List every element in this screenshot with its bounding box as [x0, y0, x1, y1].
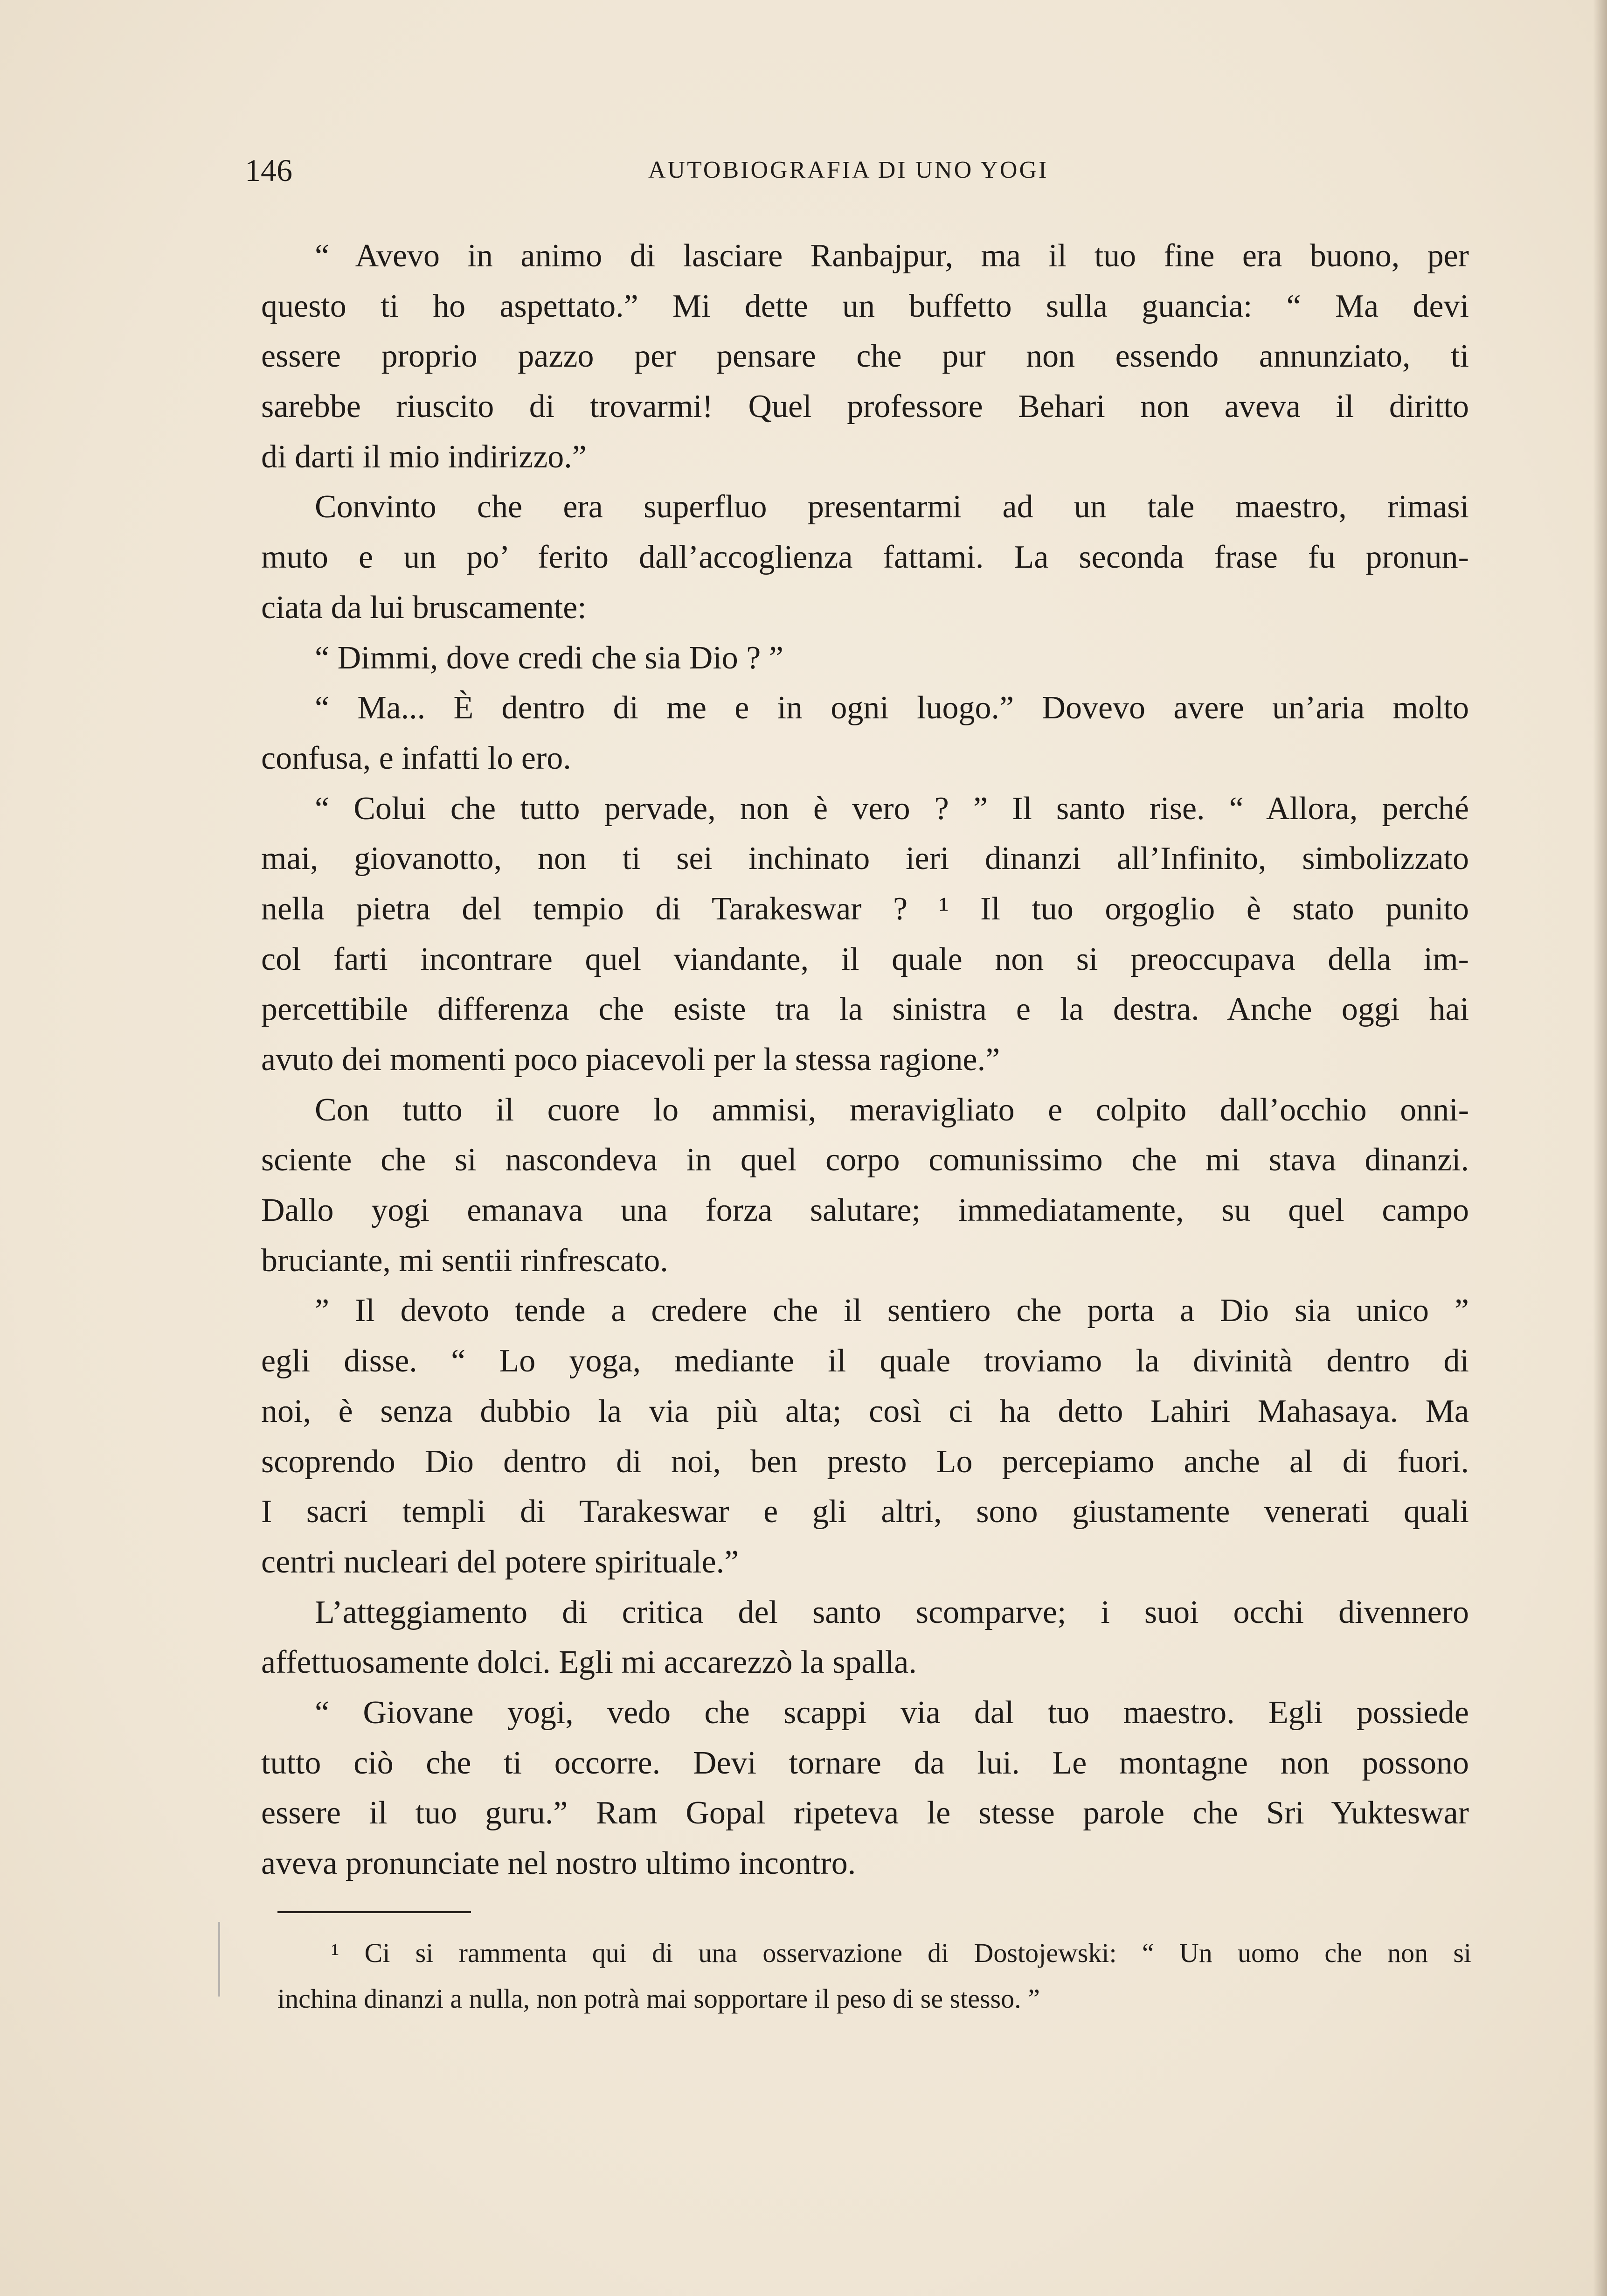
text-line: “ Colui che tutto pervade, non è vero ? ” Il santo rise. “ Allora, perché [315, 790, 1469, 827]
text-line: avuto dei momenti poco piacevoli per la stessa ragione.” [261, 1042, 1000, 1078]
page-number: 146 [245, 153, 292, 188]
text-line: “ Avevo in animo di lasciare Ranbajpur, ma il tuo fine era buono, per [315, 238, 1469, 274]
text-line: egli disse. “ Lo yoga, mediante il quale troviamo la divinità dentro di [261, 1343, 1469, 1379]
page-edge-shadow [1593, 0, 1607, 2296]
text-line: Con tutto il cuore lo ammisi, meravigliato e colpito dall’occhio onni- [315, 1092, 1469, 1128]
text-line: “ Giovane yogi, vedo che scappi via dal tuo maestro. Egli possiede [315, 1694, 1469, 1731]
text-line: confusa, e infatti lo ero. [261, 740, 571, 776]
text-line: col farti incontrare quel viandante, il quale non si preoccupava della im- [261, 941, 1469, 977]
text-line: centri nucleari del potere spirituale.” [261, 1544, 739, 1580]
footnote-line: inchina dinanzi a nulla, non potrà mai sopportare il peso di se stesso. ” [277, 1983, 1040, 2014]
text-line: nella pietra del tempio di Tarakeswar ? ¹ Il tuo orgoglio è stato punito [261, 891, 1469, 927]
body-text [261, 231, 1469, 1892]
text-line: bruciante, mi sentii rinfrescato. [261, 1242, 668, 1279]
text-line: essere il tuo guru.” Ram Gopal ripeteva le stesse parole che Sri Yukteswar [261, 1795, 1469, 1831]
text-line: muto e un po’ ferito dall’accoglienza fattami. La seconda frase fu pronun- [261, 539, 1469, 576]
footnote-line: ¹ Ci si rammenta qui di una osservazione di Dostojewski: “ Un uomo che non si [331, 1938, 1471, 1968]
text-line: mai, giovanotto, non ti sei inchinato ieri dinanzi all’Infinito, simbolizzato [261, 841, 1469, 877]
text-line: Dallo yogi emanava una forza salutare; immediatamente, su quel campo [261, 1192, 1469, 1229]
text-line: sciente che si nascondeva in quel corpo comunissimo che mi stava dinanzi. [261, 1142, 1469, 1178]
text-line: affettuosamente dolci. Egli mi accarezzò la spalla. [261, 1644, 917, 1681]
text-line: di darti il mio indirizzo.” [261, 438, 587, 475]
text-line: noi, è senza dubbio la via più alta; così ci ha detto Lahiri Mahasaya. Ma [261, 1393, 1469, 1429]
text-line: questo ti ho aspettato.” Mi dette un buffetto sulla guancia: “ Ma devi [261, 288, 1469, 324]
text-line: “ Ma... È dentro di me e in ogni luogo.” Dovevo avere un’aria molto [315, 690, 1469, 726]
text-line: ” Il devoto tende a credere che il sentiero che porta a Dio sia unico ” [315, 1293, 1469, 1329]
text-line: scoprendo Dio dentro di noi, ben presto Lo percepiamo anche al di fuori. [261, 1443, 1469, 1480]
running-title: AUTOBIOGRAFIA DI UNO YOGI [648, 157, 1049, 183]
text-line: I sacri templi di Tarakeswar e gli altri, sono giustamente venerati quali [261, 1494, 1469, 1530]
text-line: aveva pronunciate nel nostro ultimo incontro. [261, 1845, 856, 1881]
text-line: percettibile differenza che esiste tra la sinistra e la destra. Anche oggi hai [261, 991, 1469, 1028]
text-line: “ Dimmi, dove credi che sia Dio ? ” [315, 640, 783, 676]
text-line: ciata da lui bruscamente: [261, 589, 587, 626]
text-line: Convinto che era superfluo presentarmi ad un tale maestro, rimasi [315, 489, 1469, 525]
text-line: sarebbe riuscito di trovarmi! Quel professore Behari non aveva il diritto [261, 389, 1469, 425]
footnote-rule [277, 1911, 471, 1913]
margin-pencil-mark [218, 1922, 220, 1997]
text-line: essere proprio pazzo per pensare che pur non essendo annunziato, ti [261, 338, 1469, 375]
text-line: L’atteggiamento di critica del santo scomparve; i suoi occhi divennero [315, 1594, 1469, 1630]
footnotes [277, 1930, 1471, 2022]
running-head [245, 149, 1467, 191]
text-line: tutto ciò che ti occorre. Devi tornare da lui. Le montagne non possono [261, 1745, 1469, 1781]
